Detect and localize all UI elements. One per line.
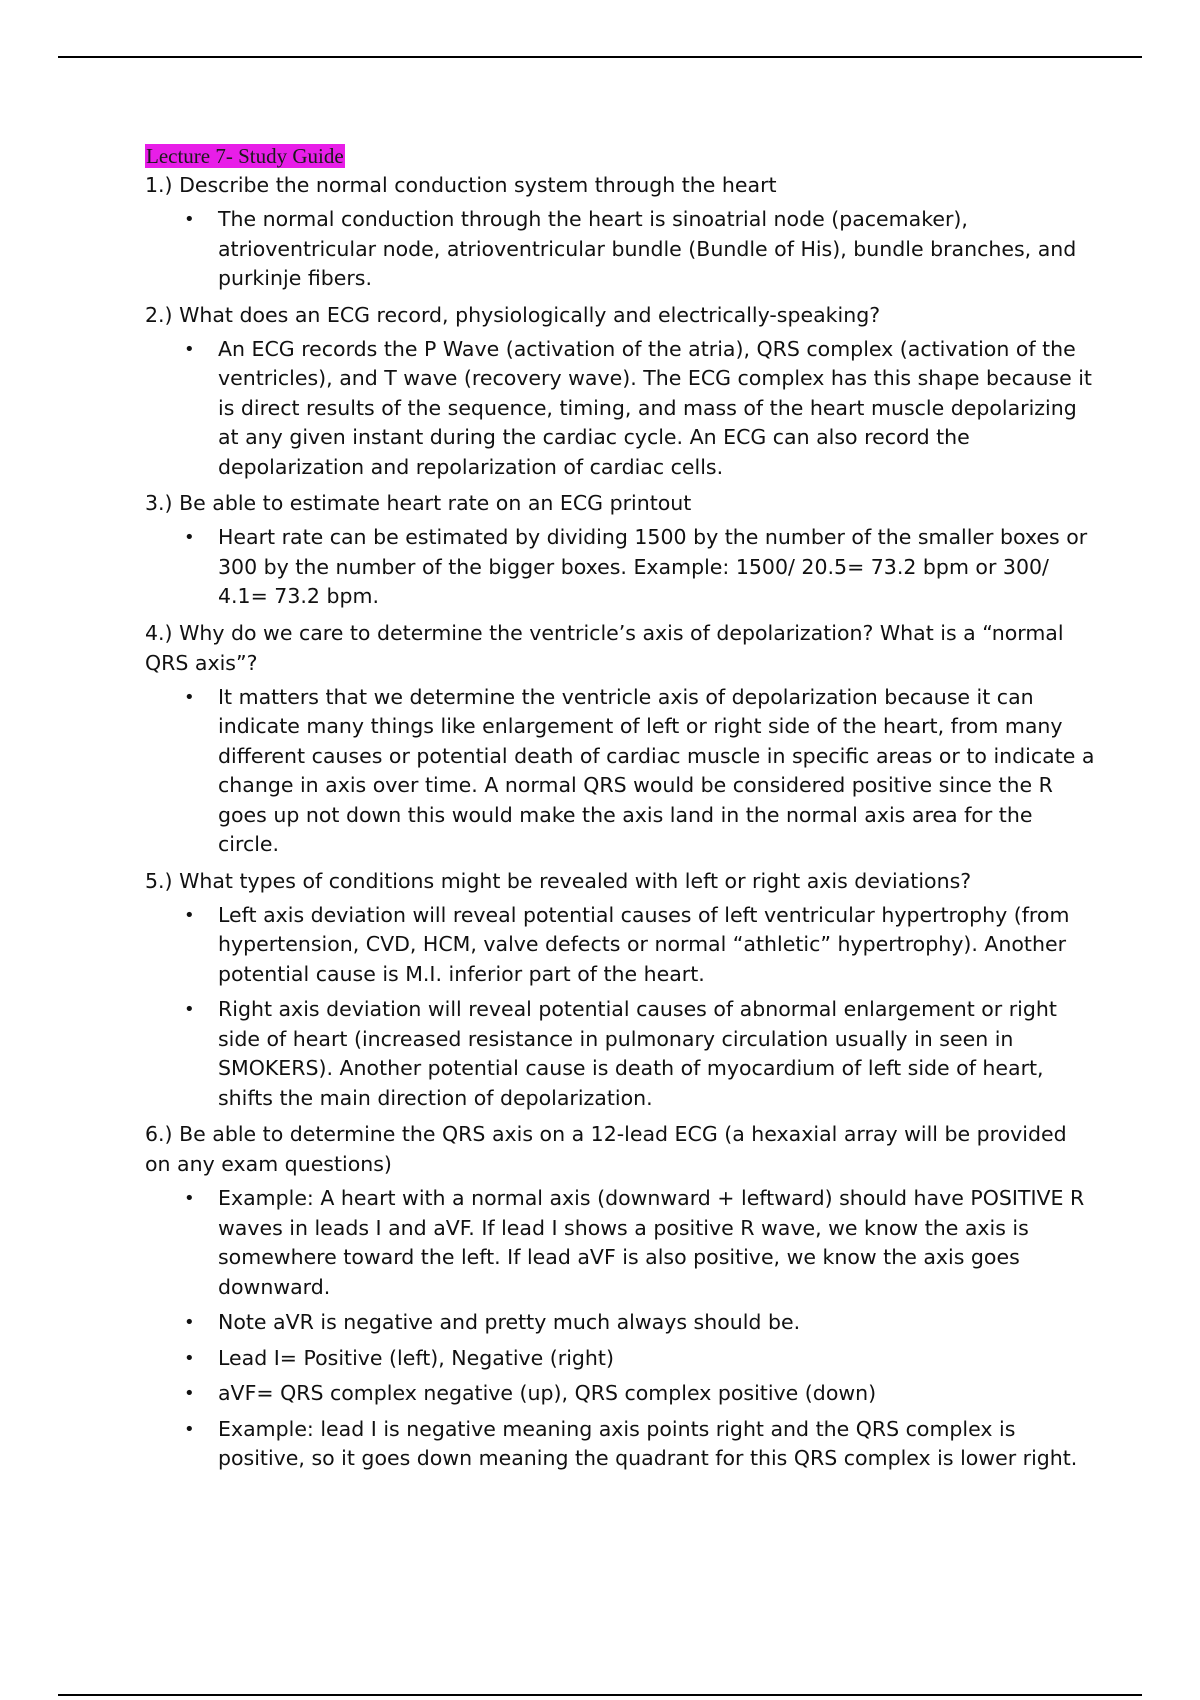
bullet-icon: • — [184, 338, 195, 360]
question-5: 5.) What types of conditions might be revealed with left or right axis deviations? — [145, 868, 972, 893]
bullet-icon: • — [184, 999, 195, 1020]
bullet-icon: • — [184, 527, 195, 548]
answer-text: Example: A heart with a normal axis (downward + leftward) should have POSITIVE R waves in leads I and aVF. If lead I shows a positive R wave, we know the axis is somewhere toward the left. If lead aVF is also positive, we know the axis goes downward. — [218, 1186, 1085, 1299]
question-3: 3.) Be able to estimate heart rate on an ECG printout — [145, 491, 692, 515]
answer-item — [145, 1308, 1095, 1338]
bullet-icon: • — [184, 1418, 195, 1440]
answer-list-3 — [145, 523, 1095, 612]
answer-text: Note aVR is negative and pretty much always should be. — [218, 1310, 801, 1334]
answer-text: Left axis deviation will reveal potential causes of left ventricular hypertrophy (from hypertension, CVD, HCM, valve defects or normal “athletic” hypertrophy). Another potential cause is M.I. inferior part of the heart. — [218, 902, 1070, 986]
answer-item — [145, 1415, 1095, 1474]
answer-list-2 — [145, 335, 1095, 483]
question-block-4 — [145, 618, 1095, 860]
question-2: 2.) What does an ECG record, physiologically and electrically-speaking? — [145, 302, 881, 327]
question-6: 6.) Be able to determine the QRS axis on a 12-lead ECG (a hexaxial array will be provided on any exam questions) — [145, 1122, 1067, 1176]
answer-item — [145, 523, 1095, 612]
answer-list-6 — [145, 1184, 1095, 1474]
question-block-6 — [145, 1119, 1095, 1474]
answer-item — [145, 683, 1095, 860]
question-4: 4.) Why do we care to determine the ventricle’s axis of depolarization? What is a “normal QRS axis”? — [145, 620, 1064, 675]
bullet-icon: • — [184, 209, 195, 230]
answer-item — [145, 901, 1095, 990]
bottom-rule — [58, 1694, 1142, 1696]
answer-item — [145, 335, 1095, 483]
answer-item — [145, 1379, 1095, 1409]
answer-item — [145, 1344, 1095, 1374]
question-block-5 — [145, 866, 1095, 1114]
question-block-3 — [145, 488, 1095, 612]
study-guide-document — [145, 144, 1095, 1480]
answer-item — [145, 1184, 1095, 1302]
answer-text: aVF= QRS complex negative (up), QRS complex positive (down) — [218, 1381, 877, 1405]
bullet-icon: • — [184, 1188, 195, 1209]
answer-item — [145, 205, 1095, 294]
document-title: Lecture 7- Study Guide — [146, 144, 344, 168]
top-rule — [58, 56, 1142, 58]
bullet-icon: • — [184, 1312, 195, 1333]
answer-text: Heart rate can be estimated by dividing 1500 by the number of the smaller boxes or 300 by the number of the bigger boxes. Example: 1500/ 20.5= 73.2 bpm or 300/ 4.1= 73.2 bpm. — [218, 525, 1088, 608]
answer-text: The normal conduction through the heart is sinoatrial node (pacemaker), atrioventricular node, atrioventricular bundle (Bundle of His), bundle branches, and purkinje fibers. — [218, 207, 1077, 290]
answer-item — [145, 995, 1095, 1113]
answer-text: Lead I= Positive (left), Negative (right) — [218, 1345, 614, 1370]
bullet-icon: • — [184, 904, 195, 926]
question-block-1 — [145, 170, 1095, 294]
answer-list-1 — [145, 205, 1095, 294]
bullet-icon: • — [184, 1347, 195, 1369]
bullet-icon: • — [184, 1383, 195, 1404]
answer-list-4 — [145, 683, 1095, 860]
bullet-icon: • — [184, 686, 195, 708]
question-block-2 — [145, 300, 1095, 483]
answer-text: Right axis deviation will reveal potential causes of abnormal enlargement or right side of heart (increased resistance in pulmonary circulation usually in seen in SMOKERS). Another potential cause is death of myocardium of left side of heart, shifts the main direction of depolarization. — [218, 997, 1057, 1110]
answer-text: An ECG records the P Wave (activation of the atria), QRS complex (activation of the ventricles), and T wave (recovery wave). The ECG complex has this shape because it is direct results of the sequence, timing, and mass of the heart muscle depolarizing at any given instant during the cardiac cycle. An ECG can also record the depolarization and repolarization of cardiac cells. — [218, 336, 1092, 479]
question-1: 1.) Describe the normal conduction system through the heart — [145, 173, 777, 197]
answer-list-5 — [145, 901, 1095, 1114]
answer-text: Example: lead I is negative meaning axis points right and the QRS complex is positive, so it goes down meaning the quadrant for this QRS complex is lower right. — [218, 1416, 1078, 1470]
answer-text: It matters that we determine the ventricle axis of depolarization because it can indicate many things like enlargement of left or right side of the heart, from many different causes or potential death of cardiac muscle in specific areas or to indicate a change in axis over time. A normal QRS would be considered positive since the R goes up not down this would make the axis land in the normal axis area for the circle. — [218, 684, 1095, 856]
